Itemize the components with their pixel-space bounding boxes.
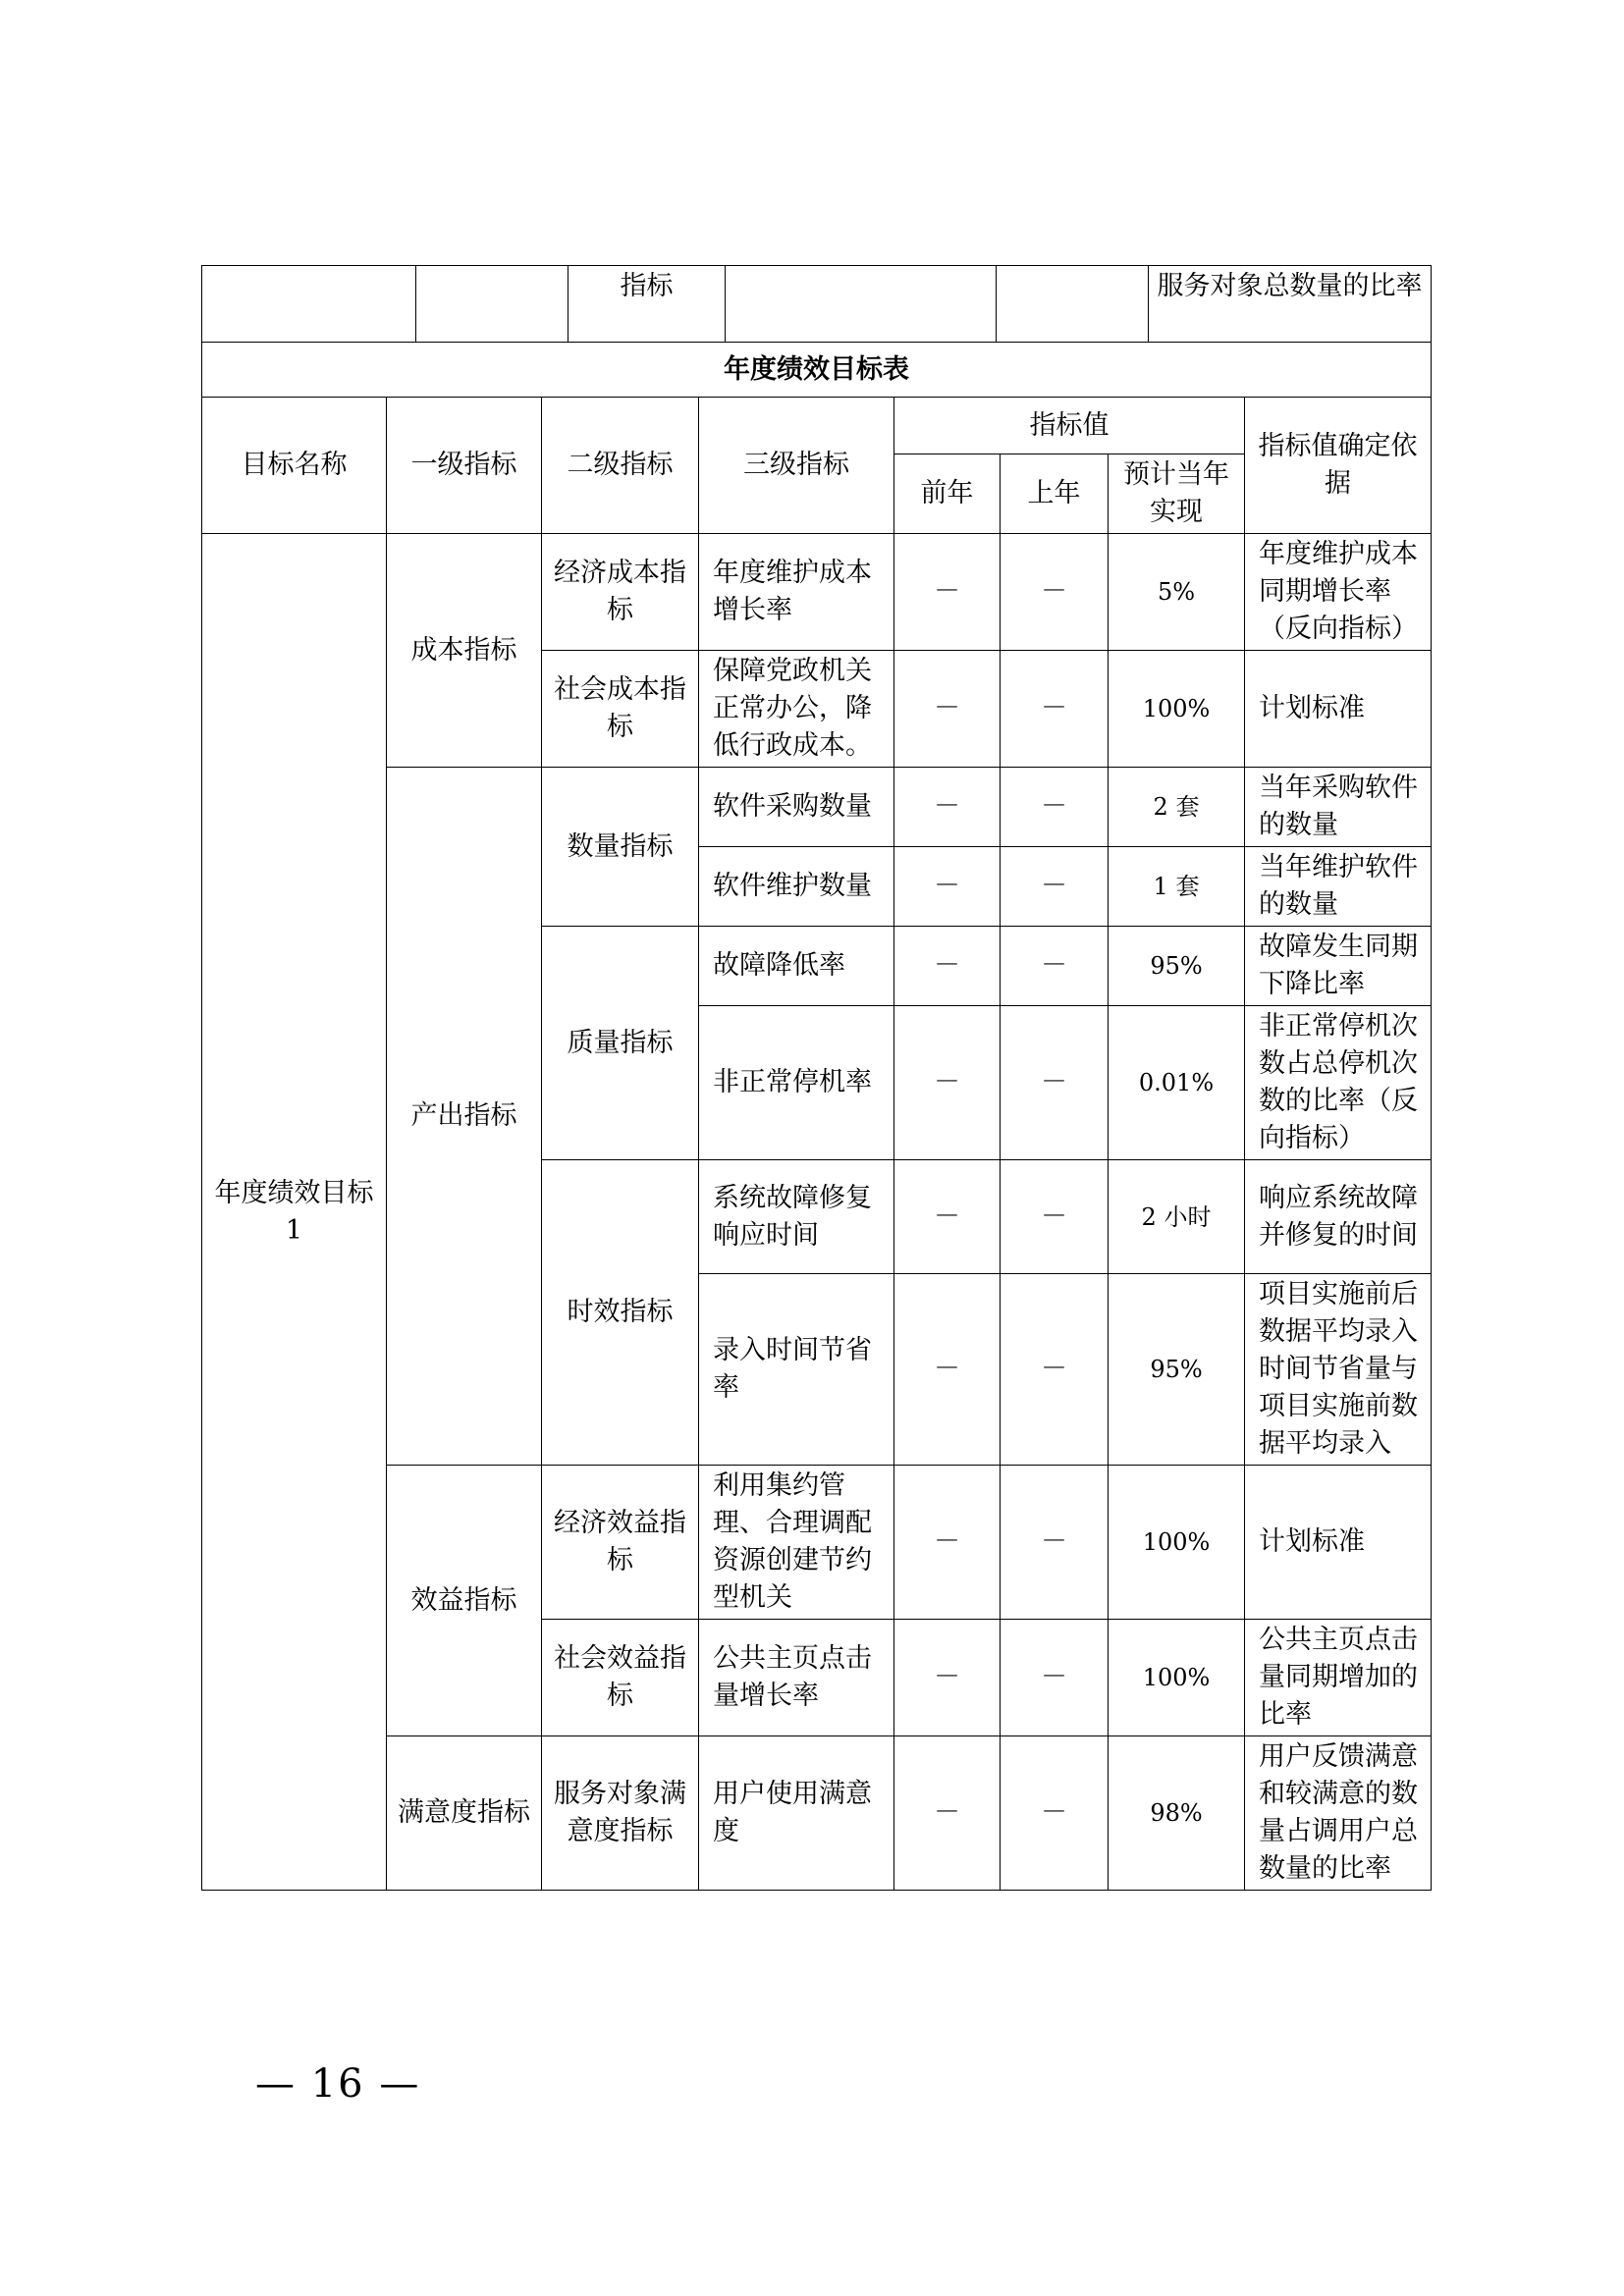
level3-cell: 年度维护成本增长率 bbox=[699, 534, 894, 651]
performance-goal-table bbox=[201, 342, 1432, 1891]
this-year-value: 1 套 bbox=[1109, 847, 1245, 927]
header-indicator-value: 指标值 bbox=[894, 398, 1245, 454]
prev-year-value: － bbox=[894, 768, 1001, 847]
last-year-value: － bbox=[1001, 651, 1109, 768]
level2-social-benefit: 社会效益指标 bbox=[542, 1620, 699, 1736]
header-last-year: 上年 bbox=[1001, 454, 1109, 534]
this-year-value: 2 小时 bbox=[1109, 1160, 1245, 1274]
level1-benefit: 效益指标 bbox=[387, 1466, 542, 1736]
level2-quality: 质量指标 bbox=[542, 927, 699, 1160]
header-prev-year: 前年 bbox=[894, 454, 1001, 534]
this-year-value: 100% bbox=[1109, 1620, 1245, 1736]
header-level1: 一级指标 bbox=[387, 398, 542, 534]
level1-cost: 成本指标 bbox=[387, 534, 542, 768]
prev-year-value: － bbox=[894, 1466, 1001, 1620]
basis-cell: 非正常停机次数占总停机次数的比率（反向指标） bbox=[1245, 1006, 1432, 1160]
level1-satisfaction: 满意度指标 bbox=[387, 1736, 542, 1891]
level3-cell: 保障党政机关正常办公，降低行政成本。 bbox=[699, 651, 894, 768]
this-year-value: 95% bbox=[1109, 1274, 1245, 1466]
page-number: — 16 — bbox=[255, 2061, 421, 2107]
level2-social-cost: 社会成本指标 bbox=[542, 651, 699, 768]
prev-year-value: － bbox=[894, 1160, 1001, 1274]
last-year-value: － bbox=[1001, 1466, 1109, 1620]
header-goal-name: 目标名称 bbox=[202, 398, 387, 534]
level3-cell: 软件维护数量 bbox=[699, 847, 894, 927]
level3-cell: 用户使用满意度 bbox=[699, 1736, 894, 1891]
header-level2: 二级指标 bbox=[542, 398, 699, 534]
level2-quantity: 数量指标 bbox=[542, 768, 699, 927]
this-year-value: 98% bbox=[1109, 1736, 1245, 1891]
basis-cell: 项目实施前后数据平均录入时间节省量与项目实施前数据平均录入 bbox=[1245, 1274, 1432, 1466]
cell bbox=[416, 266, 568, 343]
level3-cell: 系统故障修复响应时间 bbox=[699, 1160, 894, 1274]
prev-year-value: － bbox=[894, 534, 1001, 651]
basis-cell: 响应系统故障并修复的时间 bbox=[1245, 1160, 1432, 1274]
this-year-value: 0.01% bbox=[1109, 1006, 1245, 1160]
level2-timeliness: 时效指标 bbox=[542, 1160, 699, 1466]
level2-econ-benefit: 经济效益指标 bbox=[542, 1466, 699, 1620]
last-year-value: － bbox=[1001, 1160, 1109, 1274]
prev-year-value: － bbox=[894, 1006, 1001, 1160]
last-year-value: － bbox=[1001, 1274, 1109, 1466]
this-year-value: 2 套 bbox=[1109, 768, 1245, 847]
cell bbox=[202, 266, 416, 343]
last-year-value: － bbox=[1001, 927, 1109, 1006]
basis-cell: 故障发生同期下降比率 bbox=[1245, 927, 1432, 1006]
level3-cell: 公共主页点击量增长率 bbox=[699, 1620, 894, 1736]
level3-cell: 故障降低率 bbox=[699, 927, 894, 1006]
level1-output: 产出指标 bbox=[387, 768, 542, 1466]
table-title: 年度绩效目标表 bbox=[202, 343, 1432, 398]
last-year-value: － bbox=[1001, 1006, 1109, 1160]
last-year-value: － bbox=[1001, 1736, 1109, 1891]
this-year-value: 5% bbox=[1109, 534, 1245, 651]
prev-year-value: － bbox=[894, 847, 1001, 927]
cell bbox=[726, 266, 997, 343]
header-basis: 指标值确定依据 bbox=[1245, 398, 1432, 534]
cell: 指标 bbox=[568, 266, 726, 343]
prev-year-value: － bbox=[894, 1620, 1001, 1736]
basis-cell: 年度维护成本同期增长率（反向指标） bbox=[1245, 534, 1432, 651]
this-year-value: 100% bbox=[1109, 651, 1245, 768]
prev-year-value: － bbox=[894, 927, 1001, 1006]
last-year-value: － bbox=[1001, 847, 1109, 927]
level3-cell: 录入时间节省率 bbox=[699, 1274, 894, 1466]
this-year-value: 100% bbox=[1109, 1466, 1245, 1620]
prev-year-value: － bbox=[894, 1736, 1001, 1891]
level3-cell: 非正常停机率 bbox=[699, 1006, 894, 1160]
basis-cell: 用户反馈满意和较满意的数量占调用户总数量的比率 bbox=[1245, 1736, 1432, 1891]
level3-cell: 利用集约管理、合理调配资源创建节约型机关 bbox=[699, 1466, 894, 1620]
level2-service-satisfaction: 服务对象满意度指标 bbox=[542, 1736, 699, 1891]
header-level3: 三级指标 bbox=[699, 398, 894, 534]
header-this-year: 预计当年实现 bbox=[1109, 454, 1245, 534]
basis-cell: 计划标准 bbox=[1245, 1466, 1432, 1620]
level3-cell: 软件采购数量 bbox=[699, 768, 894, 847]
this-year-value: 95% bbox=[1109, 927, 1245, 1006]
cell bbox=[997, 266, 1149, 343]
last-year-value: － bbox=[1001, 1620, 1109, 1736]
level2-econ-cost: 经济成本指标 bbox=[542, 534, 699, 651]
continuation-table bbox=[201, 265, 1432, 343]
last-year-value: － bbox=[1001, 768, 1109, 847]
basis-cell: 当年采购软件的数量 bbox=[1245, 768, 1432, 847]
basis-cell: 计划标准 bbox=[1245, 651, 1432, 768]
continuation-row bbox=[202, 266, 1432, 343]
basis-cell: 公共主页点击量同期增加的比率 bbox=[1245, 1620, 1432, 1736]
goal-name-cell: 年度绩效目标1 bbox=[202, 534, 387, 1891]
cell: 服务对象总数量的比率 bbox=[1149, 266, 1432, 343]
basis-cell: 当年维护软件的数量 bbox=[1245, 847, 1432, 927]
prev-year-value: － bbox=[894, 651, 1001, 768]
last-year-value: － bbox=[1001, 534, 1109, 651]
prev-year-value: － bbox=[894, 1274, 1001, 1466]
